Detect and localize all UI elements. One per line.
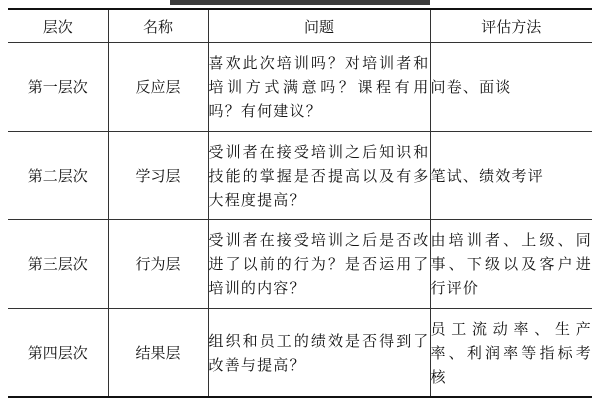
cell-name: 行为层 <box>108 220 208 309</box>
table-row <box>8 220 592 309</box>
cell-name: 结果层 <box>108 309 208 398</box>
cell-level: 第三层次 <box>8 220 108 309</box>
header-row <box>8 9 592 43</box>
cell-question: 喜欢此次培训吗？对培训者和培训方式满意吗？课程有用吗？有何建议？ <box>208 43 430 132</box>
cell-level: 第一层次 <box>8 43 108 132</box>
header-method: 评估方法 <box>430 9 592 43</box>
header-name: 名称 <box>108 9 208 43</box>
table-row <box>8 43 592 132</box>
cell-question: 受训者在接受培训之后是否改进了以前的行为？是否运用了培训的内容？ <box>208 220 430 309</box>
cell-method: 问卷、面谈 <box>430 43 592 132</box>
cell-question: 组织和员工的绩效是否得到了改善与提高？ <box>208 309 430 398</box>
cell-method: 笔试、绩效考评 <box>430 132 592 220</box>
cell-question: 受训者在接受培训之后知识和技能的掌握是否提高以及有多大程度提高？ <box>208 132 430 220</box>
cropped-caption-remnant <box>170 0 430 5</box>
header-level: 层次 <box>8 9 108 43</box>
header-question: 问题 <box>208 9 430 43</box>
table-row <box>8 132 592 220</box>
cell-method: 员工流动率、生产率、利润率等指标考核 <box>430 309 592 398</box>
cell-level: 第二层次 <box>8 132 108 220</box>
table-row <box>8 309 592 398</box>
cell-level: 第四层次 <box>8 309 108 398</box>
cell-method: 由培训者、上级、同事、下级以及客户进行评价 <box>430 220 592 309</box>
cell-name: 反应层 <box>108 43 208 132</box>
training-evaluation-table <box>8 8 592 398</box>
cell-name: 学习层 <box>108 132 208 220</box>
